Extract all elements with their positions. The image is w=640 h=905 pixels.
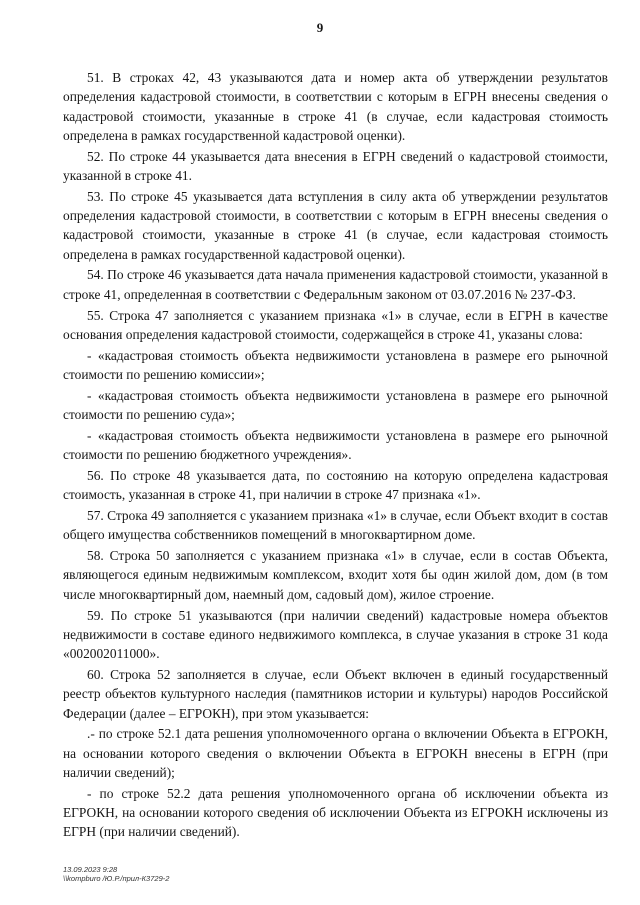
paragraph-60: 60. Строка 52 заполняется в случае, если Объект включен в единый государственный реестр объектов культурного наследия (памятников истории и культуры) народов Российской Федерации (далее – ЕГРОКН), при этом указывается: xyxy=(63,666,608,721)
list-item-commission: - «кадастровая стоимость объекта недвижимости установлена в размере его рыночной стоимости по решению комиссии»; xyxy=(63,347,608,382)
paragraph-56: 56. По строке 48 указывается дата, по состоянию на которую определена кадастровая стоимость, указанная в строке 41, при наличии в строке 47 признака «1». xyxy=(63,467,608,503)
paragraph-51: 51. В строках 42, 43 указываются дата и номер акта об утверждении результатов определения кадастровой стоимости, в соответствии с которым в ЕГРН внесены сведения о кадастровой стоимости, указанные в строке 41 (в случае, если кадастровая стоимость определена в рамках государственной кадастровой оценки). xyxy=(63,70,608,143)
paragraph-58: 58. Строка 50 заполняется с указанием признака «1» в случае, если в состав Объекта, являющегося единым недвижимым комплексом, входит хотя бы один жилой дом, дом (в том числе многоквартирный дом, наемный дом, садовый дом), жилое строение. xyxy=(63,548,608,602)
paragraph-55: 55. Строка 47 заполняется с указанием признака «1» в случае, если в ЕГРН в качестве основания определения кадастровой стоимости, содержащейся в строке 41, указаны слова: xyxy=(63,307,608,342)
paragraph-59: 59. По строке 51 указываются (при наличии сведений) кадастровые номера объектов недвижимости в составе единого недвижимого комплекса, в случае указания в строке 31 кода «002002011000». xyxy=(63,607,608,662)
document-body xyxy=(63,68,608,843)
footer-timestamp: 13.09.2023 9:28 xyxy=(63,865,118,874)
footer-file-path: \\kompburo /Ю.Р./прил-К3729-2 xyxy=(63,874,170,883)
paragraph-54: 54. По строке 46 указывается дата начала применения кадастровой стоимости, указанной в строке 41, определенная в соответствии с Федеральным законом от 03.07.2016 № 237-ФЗ. xyxy=(63,267,608,302)
list-item-52-1: .- по строке 52.1 дата решения уполномоченного органа о включении Объекта в ЕГРОКН, на основании которого сведения о включении Объекта в ЕГРОКН внесены в ЕГРН (при наличии сведений); xyxy=(63,726,608,780)
paragraph-52: 52. По строке 44 указывается дата внесения в ЕГРН сведений о кадастровой стоимости, указанной в строке 41. xyxy=(63,148,608,183)
page-number: 9 xyxy=(316,20,324,35)
list-item-budget-institution: - «кадастровая стоимость объекта недвижимости установлена в размере его рыночной стоимости по решению бюджетного учреждения». xyxy=(63,427,608,463)
list-item-52-2: - по строке 52.2 дата решения уполномоченного органа об исключении объекта из ЕГРОКН, на основании которого сведения об исключении Объекта из ЕГРОКН исключены из ЕГРН (при наличии сведений). xyxy=(63,785,608,840)
paragraph-53: 53. По строке 45 указывается дата вступления в силу акта об утверждении результатов определения кадастровой стоимости, в соответствии с которым в ЕГРН внесены сведения о кадастровой стоимости, указанные в строке 41 (в случае, если кадастровая стоимость определена в рамках государственной кадастровой оценки). xyxy=(63,188,608,262)
document-footer xyxy=(63,865,169,883)
list-item-court: - «кадастровая стоимость объекта недвижимости установлена в размере его рыночной стоимости по решению суда»; xyxy=(63,387,608,423)
paragraph-57: 57. Строка 49 заполняется с указанием признака «1» в случае, если Объект входит в состав общего имущества собственников помещений в многоквартирном доме. xyxy=(63,508,608,543)
